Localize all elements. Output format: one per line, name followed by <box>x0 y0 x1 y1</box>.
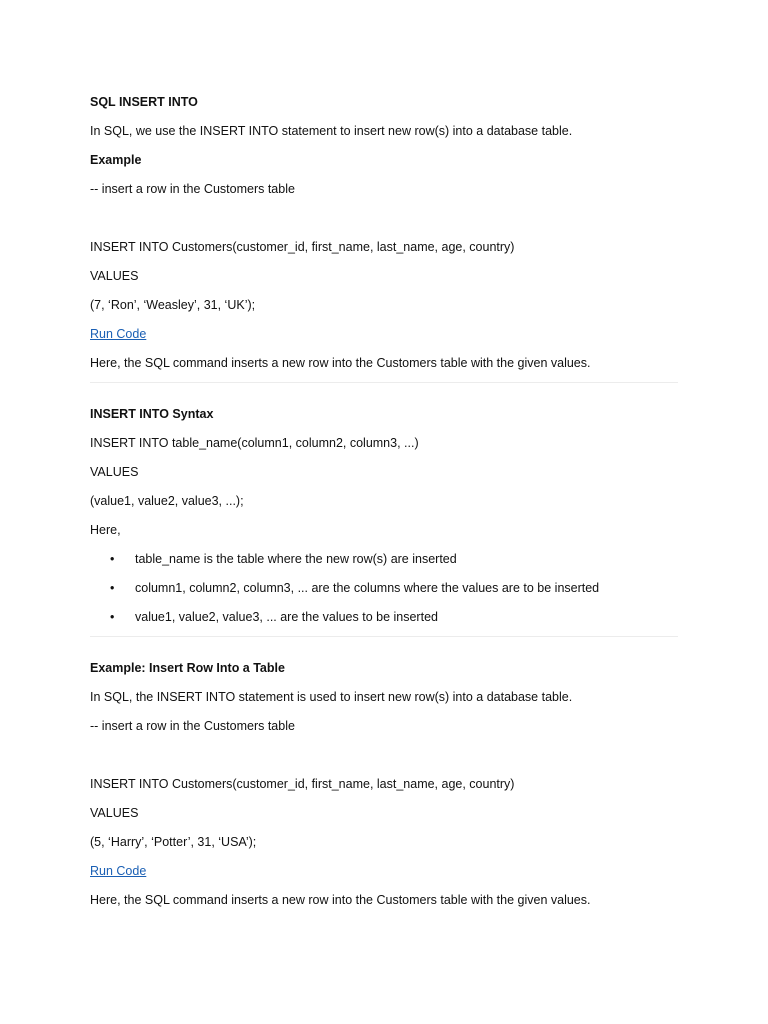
section-heading-example-insert-row: Example: Insert Row Into a Table <box>90 661 285 675</box>
syntax-line-values: VALUES <box>90 465 139 479</box>
intro-paragraph: In SQL, we use the INSERT INTO statement to insert new row(s) into a database table. <box>90 124 573 138</box>
blank-line <box>90 208 678 237</box>
section-heading-sql-insert-into: SQL INSERT INTO <box>90 95 198 109</box>
list-item-text: table_name is the table where the new row(s) are inserted <box>135 552 457 566</box>
bullet-icon: • <box>110 581 115 595</box>
list-item <box>90 607 678 636</box>
code-line-values: VALUES <box>90 806 139 820</box>
section-heading-syntax: INSERT INTO Syntax <box>90 407 214 421</box>
code-comment: -- insert a row in the Customers table <box>90 182 295 196</box>
run-code-link-row <box>90 861 678 890</box>
intro-paragraph: In SQL, the INSERT INTO statement is used to insert new row(s) into a database table. <box>90 690 573 704</box>
run-code-link[interactable]: Run Code <box>90 327 147 341</box>
code-line-insert: INSERT INTO Customers(customer_id, first_name, last_name, age, country) <box>90 240 515 254</box>
run-code-link-row <box>90 324 678 353</box>
run-code-link[interactable]: Run Code <box>90 864 147 878</box>
example-label: Example <box>90 153 142 167</box>
code-line-values: VALUES <box>90 269 139 283</box>
explanation-paragraph: Here, the SQL command inserts a new row into the Customers table with the given values. <box>90 356 591 370</box>
syntax-bullet-list <box>90 549 678 636</box>
list-item-text: column1, column2, column3, ... are the columns where the values are to be inserted <box>135 581 600 595</box>
code-line-insert: INSERT INTO Customers(customer_id, first_name, last_name, age, country) <box>90 777 515 791</box>
syntax-line-tuple: (value1, value2, value3, ...); <box>90 494 244 508</box>
here-label: Here, <box>90 523 121 537</box>
code-line-tuple: (5, ‘Harry’, ‘Potter’, 31, ‘USA’); <box>90 835 257 849</box>
list-item-text: value1, value2, value3, ... are the values to be inserted <box>135 610 438 624</box>
list-item <box>90 549 678 578</box>
bullet-icon: • <box>110 552 115 566</box>
document-page <box>90 92 678 919</box>
explanation-paragraph: Here, the SQL command inserts a new row into the Customers table with the given values. <box>90 893 591 907</box>
blank-line <box>90 745 678 774</box>
code-line-tuple: (7, ‘Ron’, ‘Weasley’, 31, ‘UK’); <box>90 298 256 312</box>
syntax-line-insert: INSERT INTO table_name(column1, column2, column3, ...) <box>90 436 419 450</box>
list-item <box>90 578 678 607</box>
bullet-icon: • <box>110 610 115 624</box>
code-comment: -- insert a row in the Customers table <box>90 719 295 733</box>
